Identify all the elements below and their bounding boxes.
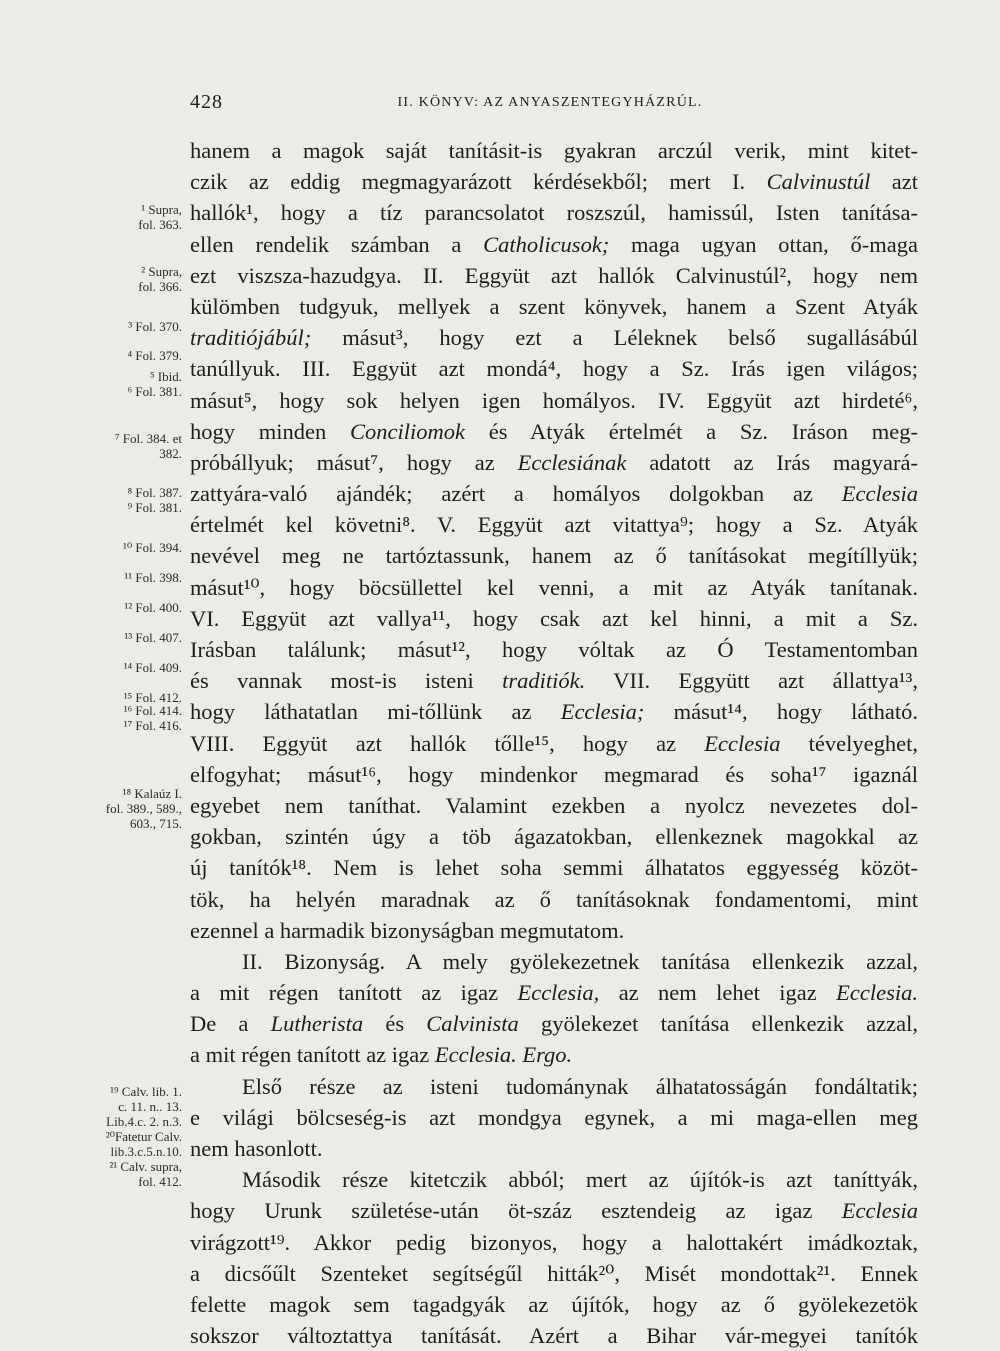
text-line bbox=[190, 946, 918, 977]
text-segment: gokban, szintén úgy a töb ágazatokban, ellenkeznek magokkal az bbox=[190, 824, 918, 850]
margin-note: ¹³ Fol. 407. bbox=[124, 630, 182, 645]
text-segment: az nem lehet igaz bbox=[599, 980, 837, 1006]
italic-text: Ecclesia bbox=[841, 481, 918, 507]
text-line bbox=[190, 353, 918, 384]
text-segment: VII. Eggyütt azt állattya¹³, bbox=[585, 668, 918, 694]
text-line bbox=[190, 852, 918, 883]
text-line bbox=[190, 1258, 918, 1289]
text-segment: e világi bölcseség-is azt mondgya egynek, a mi maga-ellen meg bbox=[190, 1104, 918, 1130]
text-segment: Irásban találunk; másut¹², hogy vóltak az Ó Testamentomban bbox=[190, 637, 918, 662]
text-segment: czik az eddig megmagyarázott kérdésekből; mert I. bbox=[190, 169, 767, 195]
text-line bbox=[190, 884, 918, 915]
margin-note: ¹ Supra, fol. 363. bbox=[138, 202, 182, 232]
text-segment: másut¹⁴, hogy látható. bbox=[644, 699, 918, 725]
text-line bbox=[190, 728, 918, 759]
text-segment: hanem a magok saját tanításit-is gyakran arczúl verik, mint kitet- bbox=[190, 138, 918, 163]
main-text bbox=[190, 135, 918, 1351]
text-line bbox=[190, 572, 918, 603]
text-segment: adatott az Irás magyará- bbox=[626, 449, 918, 475]
text-line bbox=[190, 1289, 918, 1320]
margin-note: ¹⁵ Fol. 412. bbox=[123, 690, 182, 705]
text-segment: tök, ha helyén maradnak az ő tanításoknak fondamentomi, mint bbox=[190, 886, 918, 912]
text-segment: másut³, hogy ezt a Léleknek belső sugallásábúl bbox=[311, 325, 918, 351]
text-line bbox=[190, 447, 918, 478]
text-segment: és vannak most-is isteni bbox=[190, 668, 503, 694]
text-line bbox=[190, 291, 918, 322]
text-line bbox=[190, 915, 918, 946]
italic-text: Catholicusok; bbox=[483, 231, 610, 257]
italic-text: Lutherista bbox=[270, 1011, 364, 1037]
text-line bbox=[190, 665, 918, 696]
text-segment: VI. Eggyüt azt vallya¹¹, hogy csak azt kel hinni, a mit a Sz. bbox=[190, 605, 918, 631]
margin-note: ¹¹ Fol. 398. bbox=[124, 570, 182, 585]
text-segment: tévelyeghet, bbox=[780, 730, 918, 756]
text-segment: sokszor változtattya tanítását. Azért a Bihar vár-megyei tanítók bbox=[190, 1323, 918, 1349]
italic-text: Ecclesia. bbox=[836, 980, 918, 1006]
text-line bbox=[190, 1164, 918, 1195]
margin-note: ⁴ Fol. 379. bbox=[127, 348, 182, 363]
margin-note: ⁸ Fol. 387. ⁹ Fol. 381. bbox=[127, 485, 182, 515]
text-line bbox=[190, 1227, 918, 1258]
text-segment: Második része kitetczik abból; mert az újítók-is azt taníttyák, bbox=[242, 1167, 918, 1193]
text-line bbox=[190, 977, 918, 1008]
text-segment: zattyára-való ajándék; azért a homályos dolgokban az bbox=[190, 481, 842, 507]
text-segment: másut⁵, hogy sok helyen igen homályos. IV. Eggyüt azt hirdeté⁶, bbox=[190, 387, 918, 413]
running-title: II. KÖNYV: AZ ANYASZENTEGYHÁZRÚL. bbox=[397, 95, 703, 110]
text-line bbox=[190, 634, 918, 665]
text-line bbox=[190, 197, 918, 228]
text-line bbox=[190, 696, 918, 727]
italic-text: Ecclesia; bbox=[560, 699, 645, 725]
margin-note: ² Supra, fol. 366. bbox=[138, 264, 182, 294]
text-line bbox=[190, 166, 918, 197]
text-segment: felette magok sem tagadgyák az újítók, hogy az ő gyölekezetök bbox=[190, 1291, 918, 1317]
page-header bbox=[190, 91, 910, 115]
text-segment: De a bbox=[190, 1011, 271, 1037]
text-segment: tanúllyuk. III. Eggyüt azt mondá⁴, hogy a Sz. Irás igen világos; bbox=[190, 356, 918, 382]
text-segment: egyebet nem taníthat. Valamint ezekben a nyolcz nevezetes dol- bbox=[190, 792, 918, 818]
text-segment: új tanítók¹⁸. Nem is lehet soha semmi álhatatos eggyesség közöt- bbox=[190, 855, 918, 881]
margin-note: ³ Fol. 370. bbox=[128, 319, 182, 334]
text-line bbox=[190, 229, 918, 260]
margin-note: ¹² Fol. 400. bbox=[124, 600, 182, 615]
text-segment: másut¹⁰, hogy böcsüllettel kel venni, a mit az Atyák tanítanak. bbox=[190, 574, 918, 600]
margin-note: ⁷ Fol. 384. et 382. bbox=[114, 431, 182, 461]
text-segment: azt bbox=[870, 169, 918, 195]
text-segment: nem hasonlott. bbox=[190, 1136, 323, 1161]
text-segment: és Atyák értelmét a Sz. Iráson meg- bbox=[464, 418, 918, 444]
text-line bbox=[190, 509, 918, 540]
text-line bbox=[190, 821, 918, 852]
text-segment: értelmét kel követni⁸. V. Eggyüt azt vitattya⁹; hogy a Sz. Atyák bbox=[190, 512, 918, 538]
text-segment: hogy Urunk születése-után öt-száz esztendeig az igaz bbox=[190, 1198, 842, 1224]
text-segment: ezennel a harmadik bizonyságban megmutatom. bbox=[190, 917, 625, 943]
italic-text: Ecclesia. Ergo. bbox=[434, 1042, 573, 1068]
text-segment: ezt viszsza-hazudgya. II. Eggyüt azt hallók Calvinustúl², hogy nem bbox=[190, 262, 918, 288]
text-segment: Első része az isteni tudománynak álhatatosságán fondáltatik; bbox=[242, 1073, 918, 1099]
italic-text: traditiók. bbox=[502, 668, 586, 694]
text-segment: nevével meg ne tartóztassunk, hanem az ő tanításokat megítíllyük; bbox=[190, 543, 918, 569]
text-segment: a mit régen tanított az igaz bbox=[190, 980, 518, 1006]
margin-note: ¹⁸ Kalaúz I. fol. 389., 589., 603., 715. bbox=[105, 786, 182, 831]
italic-text: traditiójábúl; bbox=[190, 325, 312, 351]
text-segment: II. Bizonyság. A mely gyölekezetnek tanítása ellenkezik azzal, bbox=[242, 948, 918, 974]
text-line bbox=[190, 385, 918, 416]
margin-note: ¹⁴ Fol. 409. bbox=[123, 660, 182, 675]
text-segment: a dicsőűlt Szenteket segítségűl hitták²⁰, Misét mondottak²¹. Ennek bbox=[190, 1260, 918, 1286]
margin-note: ¹⁶ Fol. 414. ¹⁷ Fol. 416. bbox=[123, 703, 182, 733]
text-segment: a mit régen tanított az igaz bbox=[190, 1042, 435, 1068]
text-segment: és bbox=[363, 1011, 427, 1037]
text-line bbox=[190, 603, 918, 634]
italic-text: Ecclesiának bbox=[517, 449, 627, 475]
italic-text: Ecclesia bbox=[841, 1198, 918, 1224]
text-line bbox=[190, 1008, 918, 1039]
margin-note: ¹⁰ Fol. 394. bbox=[123, 540, 182, 555]
text-segment: VIII. Eggyüt azt hallók tőlle¹⁵, hogy az bbox=[190, 730, 705, 756]
text-line bbox=[190, 1320, 918, 1351]
text-segment: próbállyuk; másut⁷, hogy az bbox=[190, 449, 518, 475]
italic-text: Calvinustúl bbox=[766, 169, 871, 195]
text-segment: hogy láthatatlan mi-tőllünk az bbox=[190, 699, 561, 725]
text-line bbox=[190, 135, 918, 166]
text-line bbox=[190, 790, 918, 821]
text-line bbox=[190, 1039, 918, 1070]
text-segment: gyölekezet tanítása ellenkezik azzal, bbox=[518, 1011, 918, 1037]
text-segment: hogy minden bbox=[190, 418, 350, 444]
italic-text: Ecclesia bbox=[704, 730, 781, 756]
text-segment: virágzott¹⁹. Akkor pedig bizonyos, hogy a halottakért imádkoztak, bbox=[190, 1229, 918, 1255]
text-segment: maga ugyan ottan, ő-maga bbox=[609, 231, 918, 257]
italic-text: Ecclesia, bbox=[517, 980, 600, 1006]
page-number: 428 bbox=[190, 91, 223, 113]
text-line bbox=[190, 1071, 918, 1102]
text-line bbox=[190, 1195, 918, 1226]
text-line bbox=[190, 322, 918, 353]
text-line bbox=[190, 1102, 918, 1133]
italic-text: Calvinista bbox=[426, 1011, 519, 1037]
text-segment: ellen rendelik számban a bbox=[190, 231, 484, 257]
text-line bbox=[190, 540, 918, 571]
text-segment: hallók¹, hogy a tíz parancsolatot roszszúl, hamissúl, Isten tanítása- bbox=[190, 200, 918, 226]
text-line bbox=[190, 260, 918, 291]
margin-note: ⁵ Ibid. ⁶ Fol. 381. bbox=[127, 369, 182, 399]
text-line bbox=[190, 1133, 918, 1164]
text-line bbox=[190, 416, 918, 447]
italic-text: Conciliomok bbox=[350, 418, 465, 444]
margin-note: ¹⁹ Calv. lib. 1. c. 11. n.. 13. Lib.4.c. 2. n.3. ²⁰Fatetur Calv. lib.3.c.5.n.10. ²¹ Calv. supra, fol. 412. bbox=[105, 1084, 182, 1189]
text-segment: külömben tudgyuk, mellyek a szent könyvek, hanem a Szent Atyák bbox=[190, 293, 918, 319]
text-segment: elfogyhat; másut¹⁶, hogy mindenkor megmarad és soha¹⁷ igaznál bbox=[190, 761, 918, 787]
text-line bbox=[190, 478, 918, 509]
text-line bbox=[190, 759, 918, 790]
